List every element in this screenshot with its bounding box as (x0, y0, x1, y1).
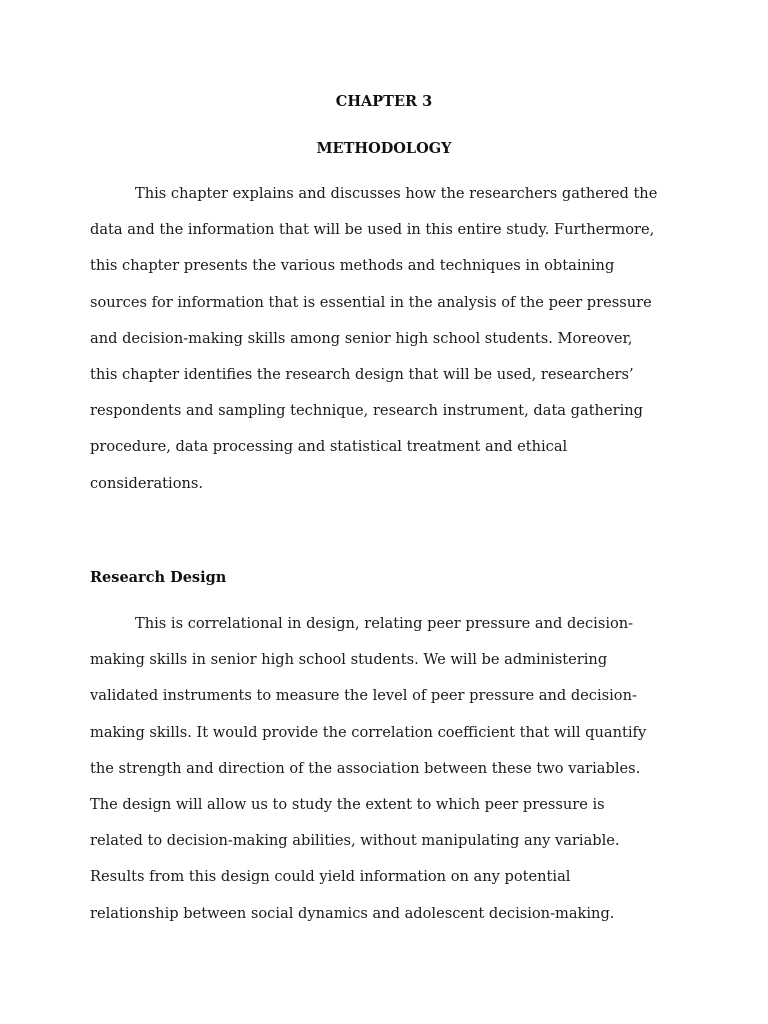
research-design-heading: Research Design (90, 569, 227, 586)
research-design-paragraph (90, 606, 690, 932)
paragraph-line: making skills in senior high school students. We will be administering (90, 651, 608, 669)
paragraph-line: This chapter explains and discusses how the researchers gathered the (135, 185, 658, 202)
paragraph-line: this chapter identifies the research design that will be used, researchers’ (90, 365, 634, 383)
paragraph-line: the strength and direction of the association between these two variables. (90, 759, 641, 777)
paragraph-line: sources for information that is essential in the analysis of the peer pressure (90, 293, 652, 311)
paragraph-line: considerations. (90, 474, 204, 492)
intro-paragraph (90, 176, 690, 502)
chapter-label: CHAPTER 3 (335, 93, 433, 110)
paragraph-line: this chapter presents the various methods and techniques in obtaining (90, 257, 615, 275)
paragraph-line: procedure, data processing and statistical treatment and ethical (90, 438, 568, 456)
paragraph-line: Results from this design could yield information on any potential (90, 868, 571, 886)
paragraph-line: The design will allow us to study the extent to which peer pressure is (90, 795, 605, 813)
paragraph-line: relationship between social dynamics and adolescent decision-making. (90, 904, 615, 922)
paragraph-line: data and the information that will be used in this entire study. Furthermore, (90, 221, 655, 239)
section-title: METHODOLOGY (316, 140, 452, 157)
paragraph-line: validated instruments to measure the level of peer pressure and decision- (90, 687, 637, 705)
paragraph-line: and decision-making skills among senior high school students. Moreover, (90, 329, 633, 347)
paragraph-line: making skills. It would provide the correlation coefficient that will quantify (90, 723, 647, 741)
paragraph-line: related to decision-making abilities, without manipulating any variable. (90, 832, 620, 850)
paragraph-line: respondents and sampling technique, research instrument, data gathering (90, 402, 643, 420)
paragraph-line: This is correlational in design, relating peer pressure and decision- (135, 615, 634, 632)
